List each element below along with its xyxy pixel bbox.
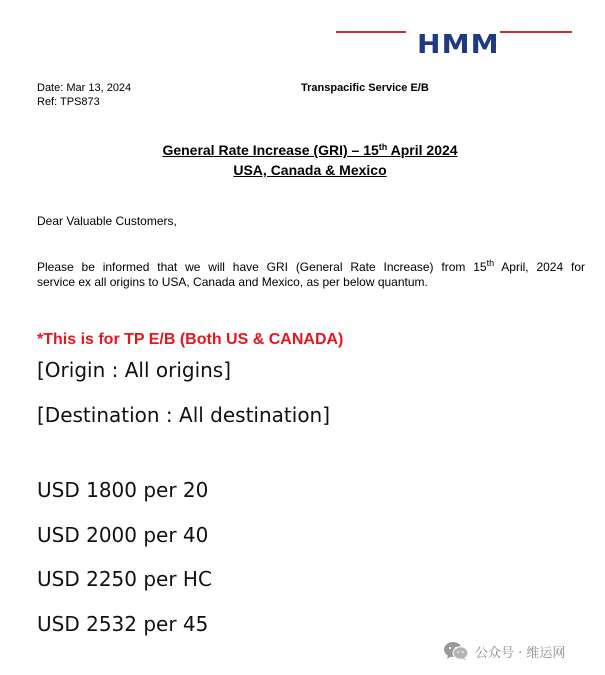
hmm-logo: HMM (417, 30, 500, 60)
rate-20ft: USD 1800 per 20 (37, 478, 209, 502)
watermark (443, 640, 565, 662)
rate-40ft: USD 2000 per 40 (37, 523, 209, 547)
letter-ref: Ref: TPS873 (37, 96, 100, 108)
page-subtitle: USA, Canada & Mexico (233, 162, 387, 178)
origin-scope: [Origin : All origins] (37, 358, 232, 382)
scope-note: *This is for TP E/B (Both US & CANADA) (37, 331, 344, 348)
wechat-icon (443, 641, 469, 661)
logo-rule-left (336, 31, 406, 33)
logo-rule-right (500, 31, 572, 33)
service-name: Transpacific Service E/B (301, 82, 429, 94)
destination-scope: [Destination : All destination] (37, 403, 331, 427)
page-title: General Rate Increase (GRI) – 15th April 2024 (162, 142, 458, 158)
salutation: Dear Valuable Customers, (37, 214, 177, 228)
watermark-label: 公众号 · 维运网 (475, 645, 566, 661)
letter-date: Date: Mar 13, 2024 (37, 82, 132, 94)
intro-paragraph: Please be informed that we will have GRI (General Rate Increase) from 15th April, 2024 for service ex all origins to USA, Canada and Mexico, as per below quantum. (37, 258, 585, 289)
rate-45ft: USD 2532 per 45 (37, 612, 209, 636)
rate-hc: USD 2250 per HC (37, 567, 212, 591)
